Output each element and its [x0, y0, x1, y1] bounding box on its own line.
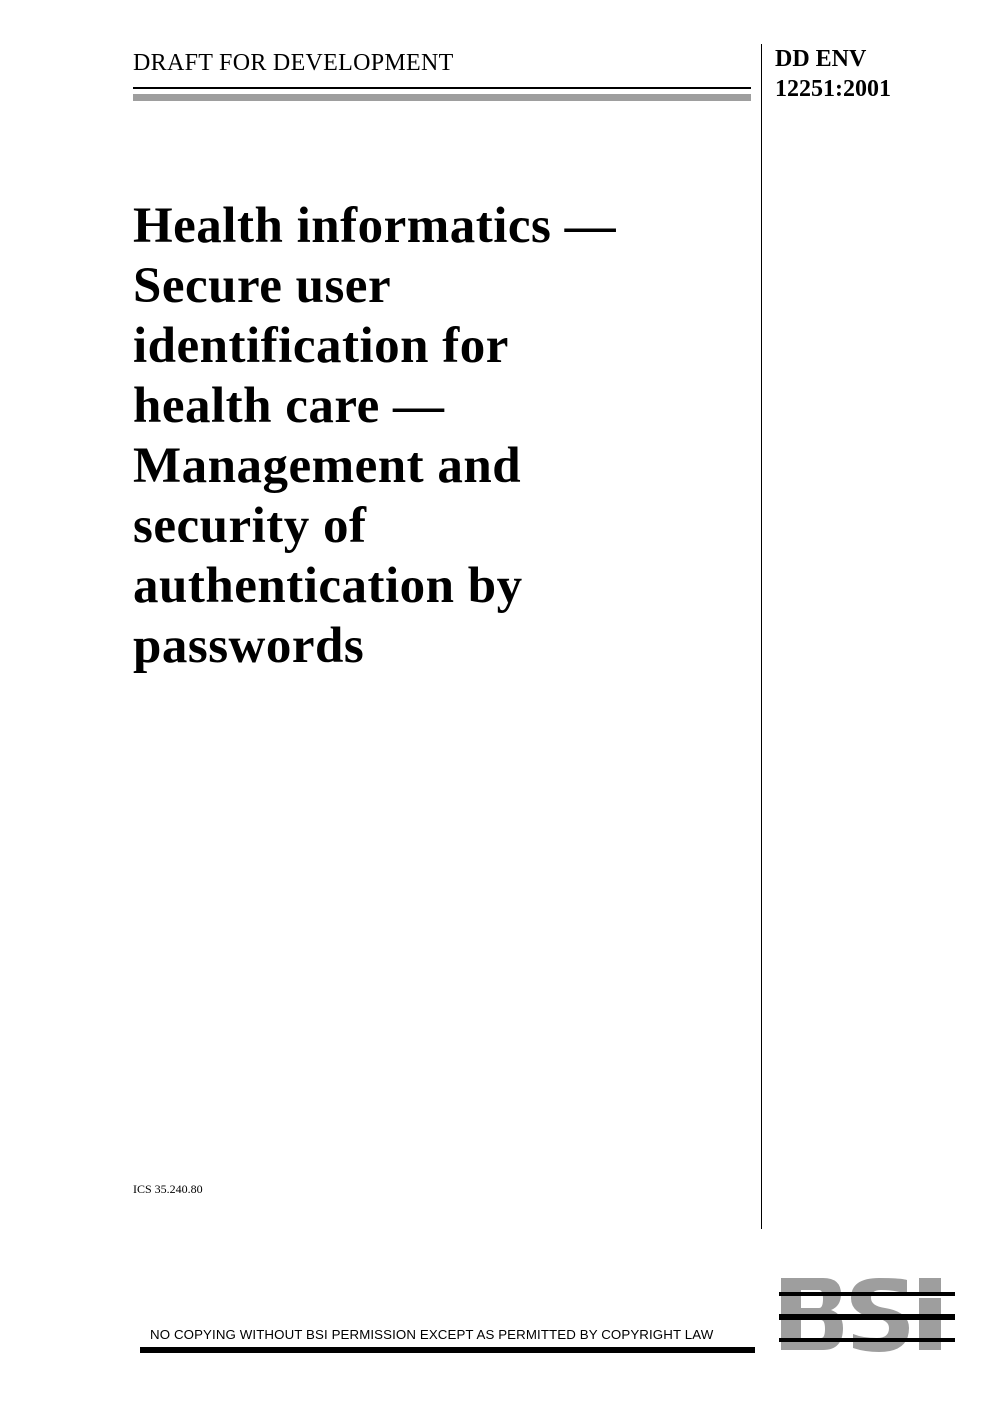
header-rule-thin [133, 87, 751, 89]
document-title [133, 196, 743, 676]
draft-label: DRAFT FOR DEVELOPMENT [133, 50, 454, 76]
vertical-divider [761, 44, 762, 1229]
doc-number-line2: 12251:2001 [775, 76, 891, 102]
document-number [775, 44, 891, 104]
title-line: passwords [133, 618, 365, 674]
title-line: security of [133, 498, 367, 554]
ics-code: ICS 35.240.80 [133, 1182, 203, 1196]
title-line: Secure user [133, 258, 392, 314]
title-line: health care — [133, 378, 445, 434]
title-line: Health informatics — [133, 198, 617, 254]
copyright-notice: NO COPYING WITHOUT BSI PERMISSION EXCEPT AS PERMITTED BY COPYRIGHT LAW [150, 1327, 714, 1342]
title-line: Management and [133, 438, 522, 494]
header-rule-gray [133, 94, 751, 101]
footer-rule [140, 1347, 755, 1353]
bsi-logo [779, 1276, 955, 1356]
title-line: identification for [133, 318, 509, 374]
doc-number-line1: DD ENV [775, 46, 867, 72]
title-line: authentication by [133, 558, 523, 614]
